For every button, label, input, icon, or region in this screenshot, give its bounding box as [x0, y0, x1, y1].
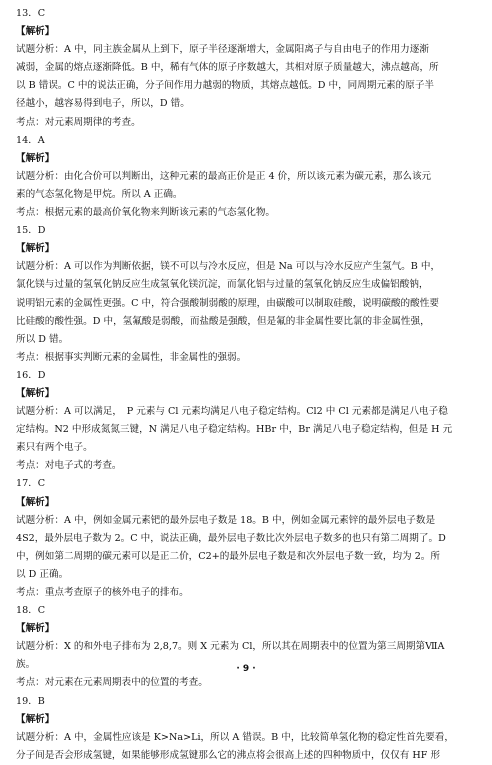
text-line: 氯化镁与过量的氢氧化钠反应生成氢氧化镁沉淀，而氯化铝与过量的氢氧化钠反应生成偏铝酸钠，: [16, 279, 429, 291]
section-heading: 【解析】: [16, 243, 55, 255]
text-line: 考点：根据元素的最高价氧化物来判断该元素的气态氢化物。: [16, 207, 276, 219]
answer-number: 16．D: [16, 369, 46, 381]
section-heading: 【解析】: [16, 496, 55, 508]
section-heading: 【解析】: [16, 26, 55, 38]
text-line: 试题分析：由化合价可以判断出，这种元素的最高正价是正 4 价，所以该元素为碳元素，那么该元: [16, 170, 432, 182]
text-line: 减弱，金属的熔点逐渐降低。B 中，稀有气体的原子序数越大，其相对原子质量越大，沸点越高，所: [16, 62, 439, 74]
text-line: 中，例如第二周期的碳元素可以是正二价，C2+的最外层电子数是和次外层电子数一致，均为 2。所: [16, 550, 440, 562]
text-line: 4S2，最外层电子数为 2。C 中，说法正确，最外层电子数比次外层电子数多的也只有第二周期了。D: [16, 532, 446, 544]
section-heading: 【解析】: [16, 713, 55, 725]
text-line: 比硅酸的酸性强。D 中，氢氟酸是弱酸，而盐酸是强酸，但是氟的非金属性要比氯的非金属性强，: [16, 315, 430, 327]
text-line: 考点：重点考查原子的核外电子的排布。: [16, 587, 189, 598]
text-line: 试题分析：A 可以作为判断依据，镁不可以与冷水反应，但是 Na 可以与冷水反应产生氢气。B 中，: [16, 261, 441, 273]
text-line: 考点：对电子式的考查。: [16, 460, 122, 472]
text-line: 族。: [16, 659, 36, 671]
text-line: 径越小，越容易得到电子，所以，D 错。: [16, 98, 190, 110]
section-heading: 【解析】: [16, 623, 55, 635]
text-line: 说明铝元素的金属性更强。C 中，符合强酸制弱酸的原理，由碳酸可以制取硅酸，说明碳酸的酸性要: [16, 297, 439, 309]
answer-number: 13．C: [16, 8, 46, 19]
answer-number: 17．C: [16, 478, 46, 490]
text-line: 试题分析：A 中，同主族金属从上到下，原子半径逐渐增大，金属阳离子与自由电子的作用力逐渐: [16, 44, 429, 56]
text-line: 考点：对元素在元素周期表中的位置的考查。: [16, 677, 208, 689]
text-line: 以 D 正确。: [16, 568, 69, 580]
answer-number: 19．B: [16, 695, 45, 707]
answer-number: 15．D: [16, 225, 46, 237]
text-line: 试题分析：A 中，例如金属元素钯的最外层电子数是 18。B 中，例如金属元素锌的最外层电子数是: [16, 514, 436, 526]
text-line: 分子间是否会形成氢键，如果能够形成氢键那么它的沸点将会很高上述的四种物质中，仅仅有 HF 形: [16, 749, 441, 761]
section-heading: 【解析】: [16, 387, 55, 399]
text-line: 素只有两个电子。: [16, 442, 93, 454]
text-line: 考点：根据事实判断元素的金属性，非金属性的强弱。: [16, 351, 247, 363]
answer-number: 14．A: [16, 134, 45, 146]
text-line: 试题分析：X 的和外电子排布为 2,8,7。则 X 元素为 Cl，所以其在周期表中的位置为第三周期第ⅦA: [16, 641, 445, 653]
page-number: · 9 ·: [236, 664, 256, 674]
text-line: 素的气态氢化物是甲烷。所以 A 正确。: [16, 188, 183, 200]
text-line: 试题分析：A 中，金属性应该是 K>Na>Li，所以 A 错误。B 中，比较简单氢化物的稳定性首先要看，: [16, 731, 454, 743]
text-line: 试题分析：A 可以满足， P 元素与 Cl 元素均满足八电子稳定结构。Cl2 中 Cl 元素都是满足八电子稳: [16, 406, 448, 418]
text-line: 以 B 错误。C 中的说法正确，分子间作用力越弱的物质，其熔点越低。D 中，同周期元素的原子半: [16, 80, 435, 92]
section-heading: 【解析】: [16, 152, 55, 164]
document-body: [16, 5, 484, 765]
text-line: 定结构。N2 中形成氮氮三键，N 满足八电子稳定结构。HBr 中，Br 满足八电子稳定结构，但是 H 元: [16, 424, 453, 436]
text-line: 所以 D 错。: [16, 333, 69, 345]
answer-number: 18．C: [16, 605, 46, 617]
text-line: 考点：对元素周期律的考查。: [16, 116, 141, 128]
